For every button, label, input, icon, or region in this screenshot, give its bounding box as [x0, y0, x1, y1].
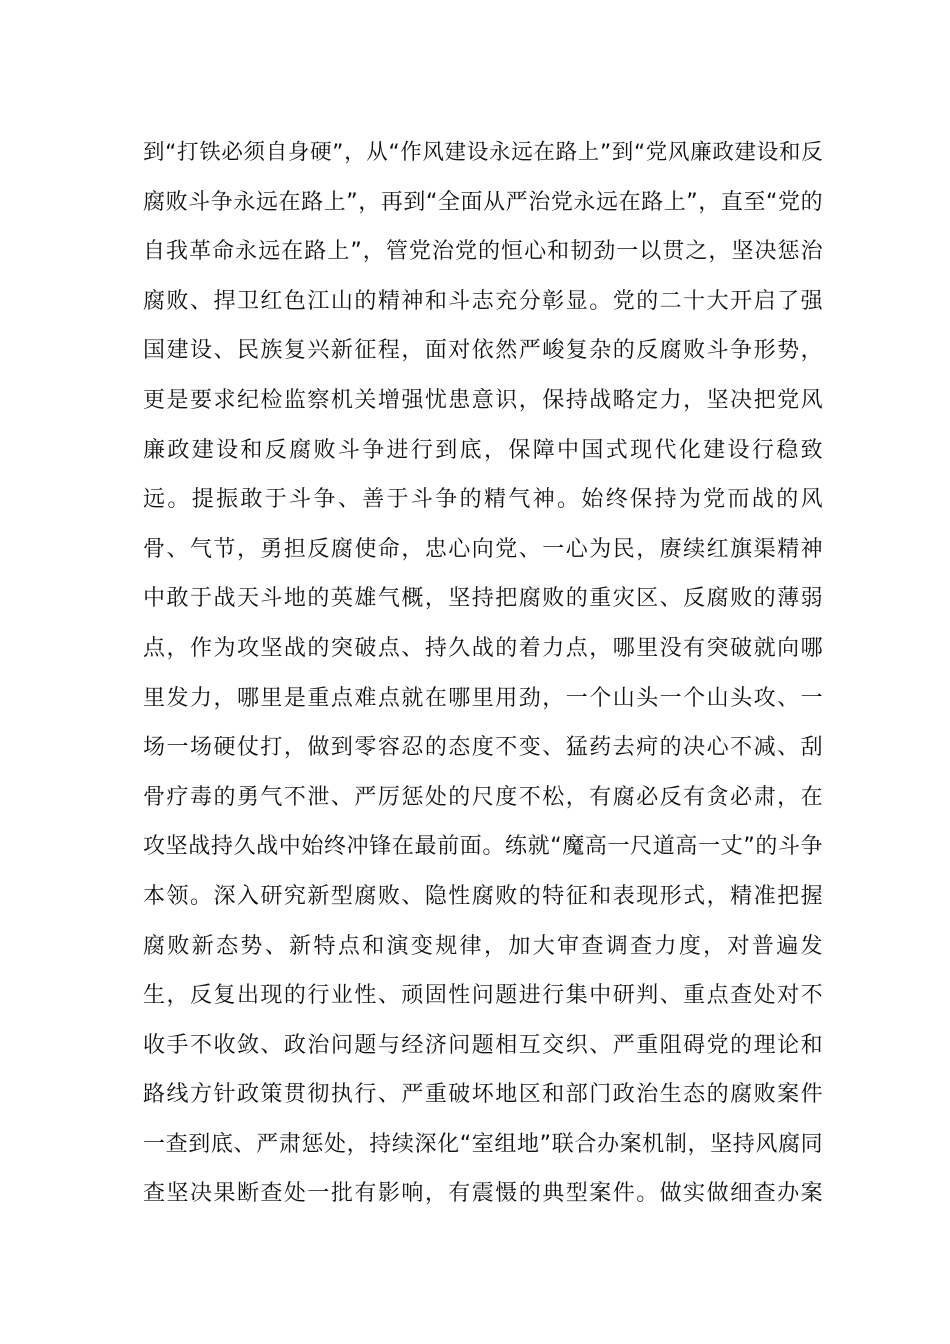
text-line: 骨疗毒的勇气不泄、严厉惩处的尺度不松，有腐必反有贪必肃，在 — [143, 784, 823, 810]
text-line: 腐败、捍卫红色江山的精神和斗志充分彰显。党的二十大开启了强 — [143, 288, 823, 314]
text-line: 远。提振敢于斗争、善于斗争的精气神。始终保持为党而战的风 — [143, 487, 823, 513]
text-line: 一查到底、严肃惩处，持续深化“室组地”联合办案机制，坚持风腐同 — [143, 1131, 823, 1157]
text-line: 廉政建设和反腐败斗争进行到底，保障中国式现代化建设行稳致 — [143, 437, 823, 463]
text-line: 查坚决果断查处一批有影响，有震慑的典型案件。做实做细查办案 — [143, 1181, 823, 1207]
text-line: 中敢于战天斗地的英雄气概，坚持把腐败的重灾区、反腐败的薄弱 — [143, 586, 823, 612]
text-line: 骨、气节，勇担反腐使命，忠心向党、一心为民，赓续红旗渠精神 — [143, 536, 823, 562]
text-line: 国建设、民族复兴新征程，面对依然严峻复杂的反腐败斗争形势， — [143, 338, 823, 364]
text-line: 更是要求纪检监察机关增强忧患意识，保持战略定力，坚决把党风 — [143, 387, 823, 413]
text-line: 场一场硬仗打，做到零容忍的态度不变、猛药去疴的决心不减、刮 — [143, 735, 823, 761]
text-line: 攻坚战持久战中始终冲锋在最前面。练就“魔高一尺道高一丈”的斗争 — [143, 834, 823, 860]
text-line: 路线方针政策贯彻执行、严重破坏地区和部门政治生态的腐败案件 — [143, 1082, 823, 1108]
text-line: 本领。深入研究新型腐败、隐性腐败的特征和表现形式，精准把握 — [143, 883, 823, 909]
text-line: 收手不收敛、政治问题与经济问题相互交织、严重阻碍党的理论和 — [143, 1032, 823, 1058]
text-line: 里发力，哪里是重点难点就在哪里用劲，一个山头一个山头攻、一 — [143, 685, 823, 711]
text-line: 生，反复出现的行业性、顽固性问题进行集中研判、重点查处对不 — [143, 983, 823, 1009]
text-line: 点，作为攻坚战的突破点、持久战的着力点，哪里没有突破就向哪 — [143, 635, 823, 661]
body-paragraph — [143, 128, 823, 1219]
text-line: 到“打铁必须自身硬”，从“作风建设永远在路上”到“党风廉政建设和反 — [143, 140, 823, 165]
text-line: 自我革命永远在路上”，管党治党的恒心和韧劲一以贯之，坚决惩治 — [143, 239, 823, 265]
text-line: 腐败斗争永远在路上”，再到“全面从严治党永远在路上”，直至“党的 — [143, 189, 823, 215]
text-line: 腐败新态势、新特点和演变规律，加大审查调查力度，对普遍发 — [143, 933, 823, 959]
